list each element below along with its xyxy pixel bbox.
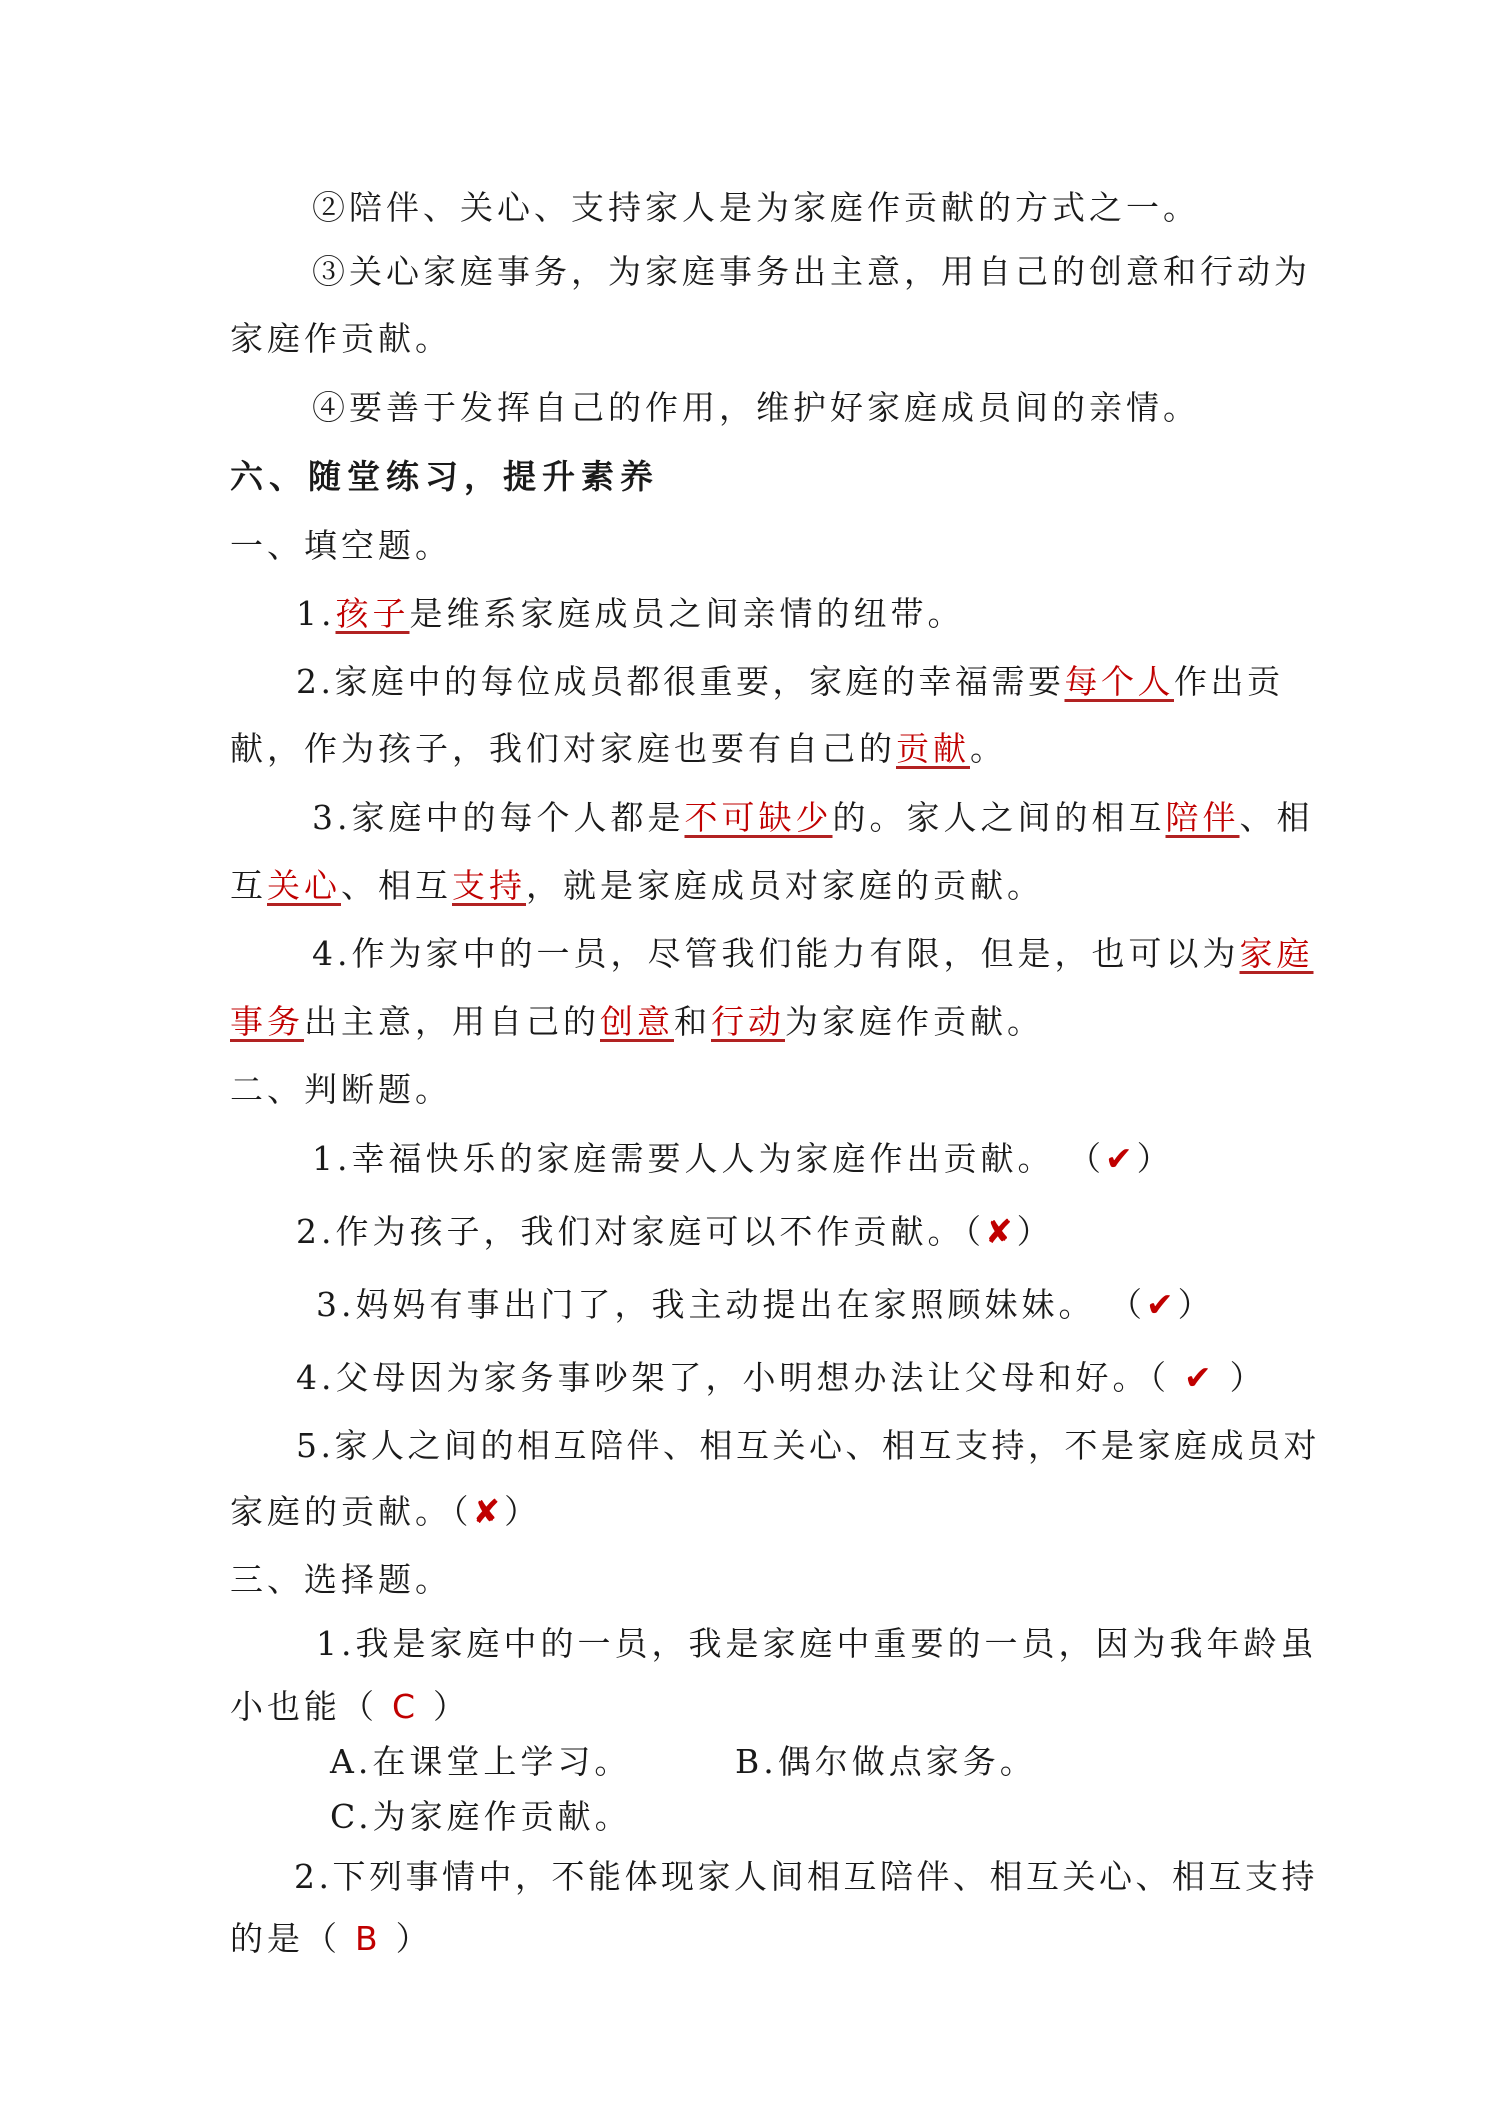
choice-q1-line1: 1.我是家庭中的一员，我是家庭中重要的一员，因为我年龄虽: [316, 1624, 1318, 1663]
fill-section-title: 一、填空题。: [230, 526, 452, 565]
judge-q2: [296, 1210, 1054, 1254]
fill-q3-text-d: 互: [230, 866, 267, 905]
choice-q2-line1: 2.下列事情中，不能体现家人间相互陪伴、相互关心、相互支持: [294, 1857, 1318, 1896]
intro-item-4: ④要善于发挥自己的作用，维护好家庭成员间的亲情。: [312, 388, 1200, 427]
choice-q1-line2: [230, 1685, 470, 1729]
choice-q2-answer: B: [355, 1919, 382, 1958]
judge-q4-close: ）: [1229, 1358, 1267, 1397]
fill-q3-text-c: 、相: [1239, 798, 1314, 837]
fill-q4-answer-1a: 家庭: [1239, 934, 1314, 973]
section-6-heading: 六、随堂练习，提升素养: [230, 457, 659, 496]
judge-section-title: 二、判断题。: [230, 1070, 452, 1109]
choice-q1-option-c: C.为家庭作贡献。: [330, 1797, 632, 1836]
judge-q2-text: 2.作为孩子，我们对家庭可以不作贡献。: [296, 1212, 965, 1251]
fill-q2-line2: [230, 727, 1007, 771]
fill-q3-text-b: 的。家人之间的相互: [832, 798, 1166, 837]
choice-q2-stem: 的是（: [230, 1919, 341, 1958]
judge-q1-text: 1.幸福快乐的家庭需要人人为家庭作出贡献。: [312, 1139, 1055, 1178]
intro-item-3-line2: 家庭作贡献。: [230, 319, 452, 358]
judge-q3: [316, 1283, 1215, 1327]
judge-q4: [296, 1356, 1267, 1400]
judge-q5-line2: [230, 1490, 541, 1534]
choice-q1-close: ）: [433, 1687, 471, 1726]
choice-q2-close: ）: [395, 1919, 433, 1958]
fill-q3-text-f: ，就是家庭成员对家庭的贡献。: [526, 866, 1044, 905]
fill-q4-text-b: 出主意，用自己的: [304, 1002, 600, 1041]
choice-section-title: 三、选择题。: [230, 1560, 452, 1599]
judge-q4-text: 4.父母因为家务事吵架了，小明想办法让父母和好。: [296, 1358, 1150, 1397]
judge-q3-mark-icon: ✔: [1146, 1285, 1178, 1324]
judge-q3-text: 3.妈妈有事出门了，我主动提出在家照顾妹妹。: [316, 1285, 1096, 1324]
choice-q1-answer: C: [392, 1687, 420, 1726]
choice-q1-stem: 小也能（: [230, 1687, 378, 1726]
fill-q4-answer-2: 创意: [600, 1002, 674, 1041]
fill-q3-line1: [312, 796, 1314, 840]
fill-q1-text: 是维系家庭成员之间亲情的纽带。: [409, 594, 965, 633]
fill-q1: [296, 592, 965, 636]
judge-q1-open: （: [1084, 1139, 1105, 1178]
fill-q2-answer-2: 贡献: [896, 729, 970, 768]
choice-q2-line2: [230, 1917, 433, 1961]
fill-q2-answer-1: 每个人: [1064, 662, 1174, 701]
fill-q2-text-b: 作出贡: [1174, 662, 1284, 701]
judge-q5-text: 家庭的贡献。: [230, 1492, 452, 1531]
fill-q3-answer-3: 关心: [267, 866, 341, 905]
judge-q2-open: （: [964, 1212, 985, 1251]
fill-q4-answer-1b: 事务: [230, 1002, 304, 1041]
fill-q4-answer-3: 行动: [711, 1002, 785, 1041]
judge-q2-mark-icon: ✘: [985, 1212, 1017, 1251]
judge-q5-close: ）: [504, 1492, 542, 1531]
fill-q3-answer-1: 不可缺少: [684, 798, 833, 837]
judge-q1: [312, 1137, 1174, 1181]
judge-q4-open: （: [1149, 1358, 1170, 1397]
fill-q2-text-c: 献，作为孩子，我们对家庭也要有自己的: [230, 729, 896, 768]
fill-q2-text-d: 。: [970, 729, 1007, 768]
judge-q1-close: ）: [1136, 1139, 1174, 1178]
judge-q1-mark-icon: ✔: [1105, 1139, 1137, 1178]
fill-q1-answer: 孩子: [335, 594, 410, 633]
judge-q5-open: （: [452, 1492, 473, 1531]
choice-q1-option-b: B.偶尔做点家务。: [735, 1742, 1037, 1781]
fill-q3-text-e: 、相互: [341, 866, 452, 905]
fill-q3-answer-2: 陪伴: [1165, 798, 1240, 837]
judge-q5-mark-icon: ✘: [472, 1492, 505, 1531]
judge-q2-close: ）: [1016, 1212, 1054, 1251]
choice-q1-option-a: A.在课堂上学习。: [330, 1742, 632, 1781]
fill-q2-text-a: 2.家庭中的每位成员都很重要，家庭的幸福需要: [296, 662, 1065, 701]
judge-q3-close: ）: [1177, 1285, 1215, 1324]
fill-q4-text-a: 4.作为家中的一员，尽管我们能力有限，但是，也可以为: [312, 934, 1240, 973]
fill-q4-line2: [230, 1000, 1044, 1044]
fill-q4-line1: [312, 932, 1314, 976]
fill-q3-line2: [230, 864, 1044, 908]
fill-q1-number: 1.: [296, 594, 336, 633]
intro-item-2: ②陪伴、关心、支持家人是为家庭作贡献的方式之一。: [312, 188, 1200, 227]
fill-q4-text-d: 为家庭作贡献。: [785, 1002, 1044, 1041]
fill-q3-text-a: 3.家庭中的每个人都是: [312, 798, 685, 837]
judge-q4-mark-icon: ✔: [1184, 1358, 1216, 1397]
fill-q2-line1: [296, 660, 1284, 704]
fill-q3-answer-4: 支持: [452, 866, 526, 905]
judge-q3-open: （: [1125, 1285, 1146, 1324]
intro-item-3-line1: ③关心家庭事务，为家庭事务出主意，用自己的创意和行动为: [312, 252, 1311, 291]
judge-q5-line1: 5.家人之间的相互陪伴、相互关心、相互支持，不是家庭成员对: [296, 1426, 1320, 1465]
fill-q4-text-c: 和: [674, 1002, 711, 1041]
